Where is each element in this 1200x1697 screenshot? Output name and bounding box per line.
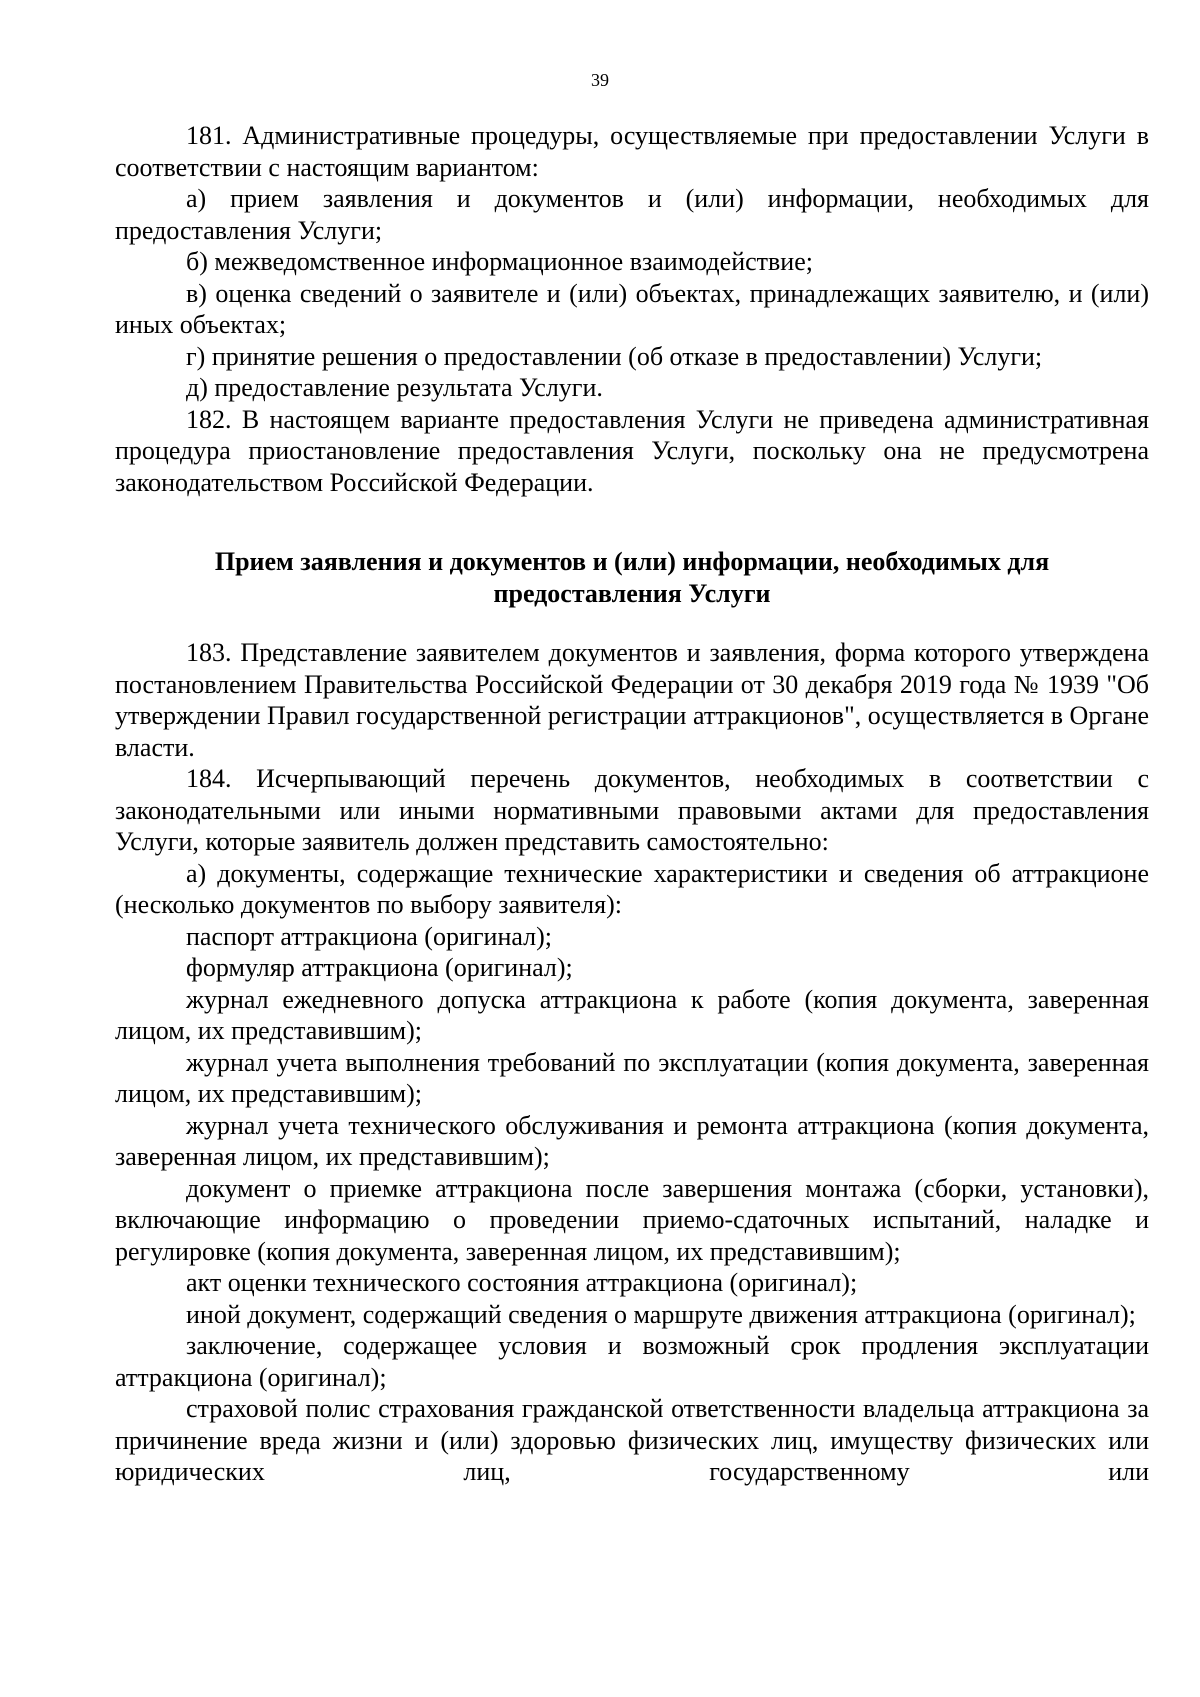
document-item: журнал ежедневного допуска аттракциона к работе (копия документа, заверенная лицом, их представившим); <box>115 984 1149 1045</box>
document-item: формуляр аттракциона (оригинал); <box>186 953 573 982</box>
paragraph-184: 184. Исчерпывающий перечень документов, необходимых в соответствии с законодательными или иными нормативными правовыми актами для предоставления Услуги, которые заявитель должен представить самостоятельно: <box>115 764 1149 856</box>
paragraph-183: 183. Представление заявителем документов и заявления, форма которого утверждена постановлением Правительства Российской Федерации от 30 декабря 2019 года № 1939 "Об утверждении Правил государственной регистрации аттракционов", осуществляется в Органе власти. <box>115 638 1149 762</box>
document-item: паспорт аттракциона (оригинал); <box>186 921 552 951</box>
section-heading <box>115 546 1149 609</box>
section-heading-line-2: предоставления Услуги <box>493 578 771 608</box>
list-item-v: в) оценка сведений о заявителе и (или) объектах, принадлежащих заявителю, и (или) иных объектах; <box>115 278 1149 339</box>
page-number: 39 <box>591 70 609 90</box>
document-body <box>115 120 1149 1488</box>
paragraph-182: 182. В настоящем варианте предоставления Услуги не приведена административная процедура приостановление предоставления Услуги, поскольку она не предусмотрена законодательством Российской Федерации. <box>115 404 1149 497</box>
list-item-b: б) межведомственное информационное взаимодействие; <box>186 247 813 276</box>
document-item: документ о приемке аттракциона после завершения монтажа (сборки, установки), включающие информацию о проведении приемо-сдаточных испытаний, наладке и регулировке (копия документа, заверенная лицом, их представившим); <box>115 1173 1149 1266</box>
document-item: иной документ, содержащий сведения о маршруте движения аттракциона (оригинал); <box>186 1299 1136 1329</box>
list-item-a: а) прием заявления и документов и (или) информации, необходимых для предоставления Услуги; <box>115 184 1149 245</box>
list-item-a-documents: а) документы, содержащие технические характеристики и сведения об аттракционе (несколько документов по выбору заявителя): <box>115 858 1149 919</box>
section-heading-line-1: Прием заявления и документов и (или) информации, необходимых для <box>214 547 1050 576</box>
document-item: журнал учета технического обслуживания и ремонта аттракциона (копия документа, заверенная лицом, их представившим); <box>115 1110 1149 1171</box>
list-item-g: г) принятие решения о предоставлении (об отказе в предоставлении) Услуги; <box>186 341 1043 371</box>
document-item: страховой полис страхования гражданской ответственности владельца аттракциона за причинение вреда жизни и (или) здоровью физических лиц, имуществу физических или юридических лиц, государственному или <box>115 1394 1149 1486</box>
document-item: заключение, содержащее условия и возможный срок продления эксплуатации аттракциона (оригинал); <box>115 1331 1149 1392</box>
list-item-d: д) предоставление результата Услуги. <box>186 373 603 402</box>
document-item: акт оценки технического состояния аттракциона (оригинал); <box>186 1268 858 1297</box>
document-item: журнал учета выполнения требований по эксплуатации (копия документа, заверенная лицом, их представившим); <box>115 1047 1149 1108</box>
paragraph-181: 181. Административные процедуры, осуществляемые при предоставлении Услуги в соответствии с настоящим вариантом: <box>115 121 1149 182</box>
